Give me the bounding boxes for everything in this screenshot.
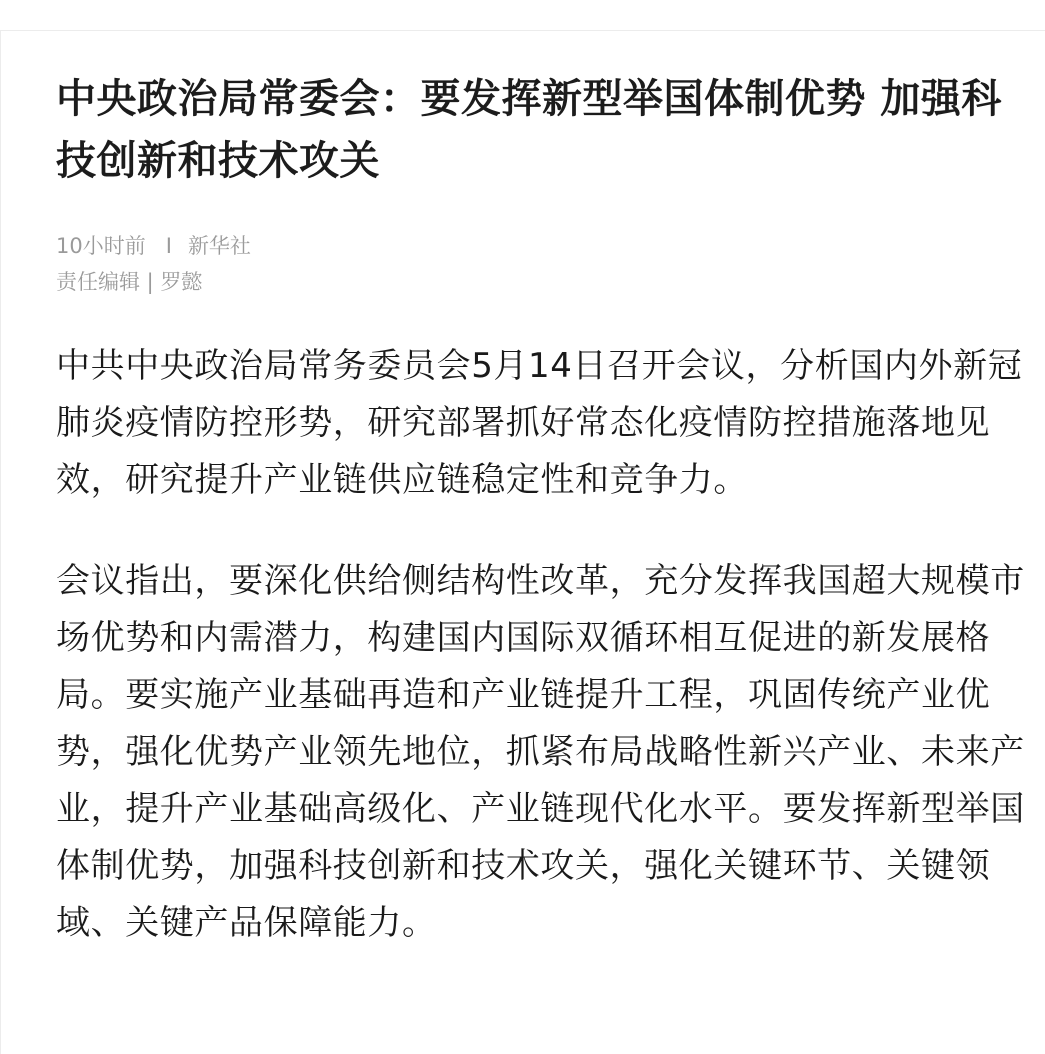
- article-meta: [56, 228, 1031, 300]
- top-divider: [0, 30, 1045, 31]
- article-headline: 中央政治局常委会：要发挥新型举国体制优势 加强科技创新和技术攻关: [56, 76, 1002, 184]
- responsible-editor: 责任编辑 | 罗懿: [56, 270, 203, 294]
- left-divider: [0, 30, 1, 1054]
- publish-time: 10小时前: [56, 234, 146, 258]
- publish-info-row: [56, 228, 1031, 264]
- article-paragraph: 中共中央政治局常务委员会5月14日召开会议，分析国内外新冠肺炎疫情防控形势，研究部署抓好常态化疫情防控措施落地见效，研究提升产业链供应链稳定性和竞争力。: [56, 346, 1023, 500]
- article-paragraph: 会议指出，要深化供给侧结构性改革，充分发挥我国超大规模市场优势和内需潜力，构建国内国际双循环相互促进的新发展格局。要实施产业基础再造和产业链提升工程，巩固传统产业优势，强化优势产业领先地位，抓紧布局战略性新兴产业、未来产业，提升产业基础高级化、产业链现代化水平。要发挥新型举国体制优势，加强科技创新和技术攻关，强化关键环节、关键领域、关键产品保障能力。: [56, 561, 1025, 943]
- article-container: [56, 68, 1031, 952]
- editor-row: [56, 264, 1031, 300]
- meta-separator: I: [165, 234, 172, 258]
- source-name[interactable]: 新华社: [187, 234, 251, 258]
